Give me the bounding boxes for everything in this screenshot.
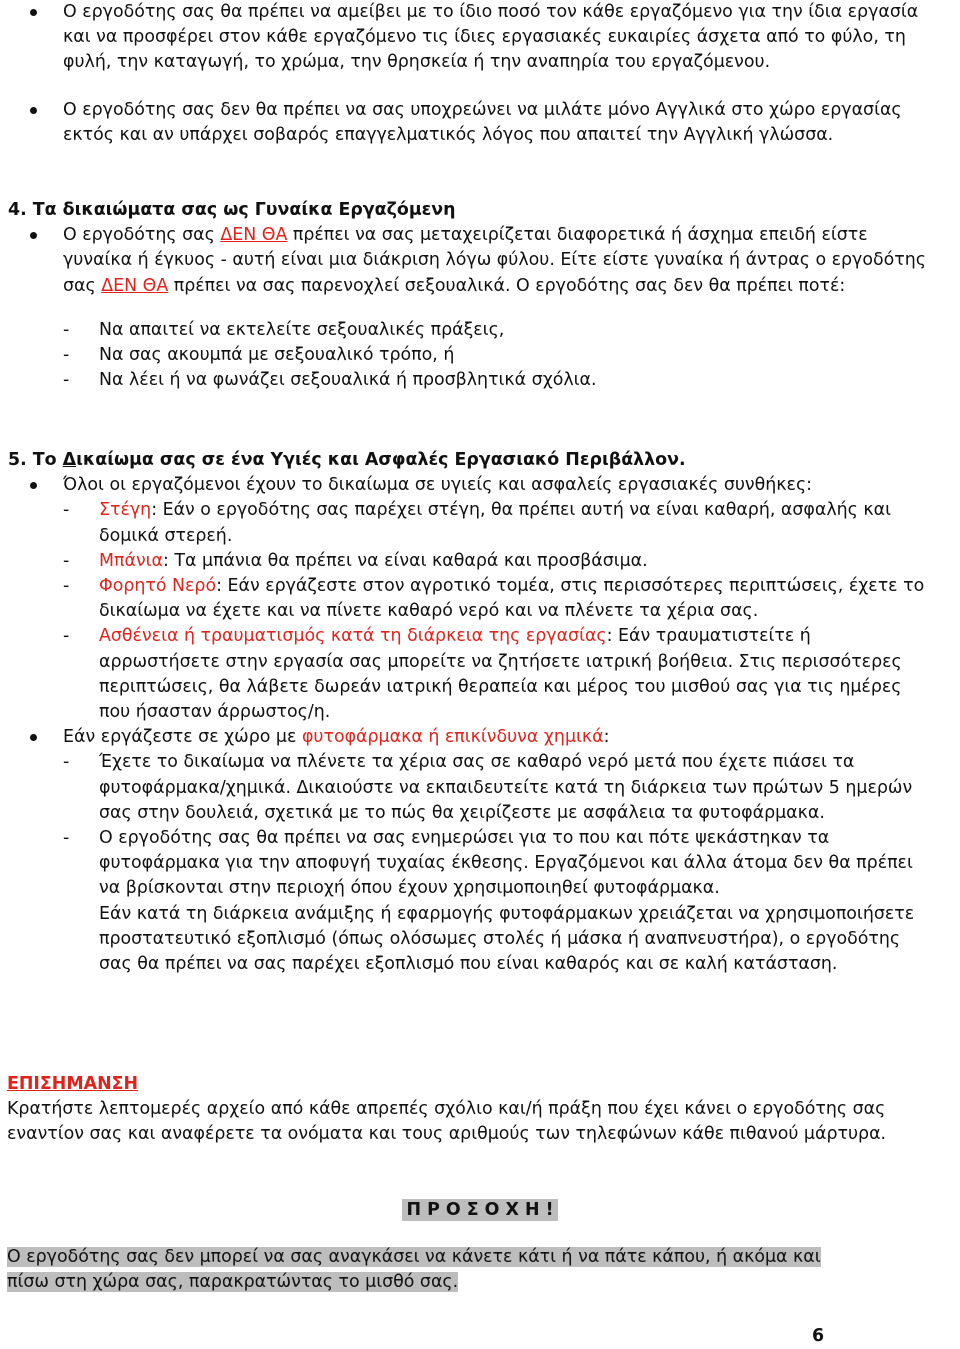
dash-list [0,318,960,394]
heading-text: ικαίωμα σας σε ένα Υγιές και Ασφαλές Εργασιακό Περιβάλλον. [76,450,686,470]
emphasis-text: ΔΕΝ ΘΑ [220,225,288,246]
dash-item [0,750,960,826]
list-item [0,473,960,498]
note-block [0,1072,960,1148]
bullet-icon [30,9,37,16]
warning-block [0,1198,960,1296]
bullet-icon [30,482,37,489]
bullet-icon [30,107,37,114]
item-term: Φορητό Νερό [99,576,217,597]
dash-marker: - [63,576,70,597]
note-title: ΕΠΙΣΗΜΑΝΣΗ [7,1074,139,1094]
item-term: Ασθένεια ή τραυματισμός κατά τη διάρκεια της εργασίας [99,626,607,647]
bullet-text: Όλοι οι εργαζόμενοι έχουν το δικαίωμα σε υγιείς και ασφαλείς εργασιακές συνθήκες: [63,475,813,496]
dash-text: Να λέει ή να φωνάζει σεξουαλικά ή προσβλητικά σχόλια. [99,370,597,391]
section-5 [0,448,960,977]
item-term: Μπάνια [99,550,164,571]
text-run: : [603,727,610,748]
page-number: 6 [812,1326,825,1346]
item-text: : Εάν ο εργοδότης σας παρέχει στέγη, θα πρέπει αυτή να είναι καθαρή, ασφαλής και δομικά στερεή. [99,500,891,546]
dash-marker: - [63,319,70,340]
dash-text: Έχετε το δικαίωμα να πλένετε τα χέρια σας σε καθαρό νερό μετά που έχετε πιάσει τα φυτοφάρμακα/χημικά. Δικαιούστε να εκπαιδευτείτε κατά τη διάρκεια των πρώτων 5 ημερών σας στην δουλειά, σχετικά με το πώς θα χειρίζεστε με ασφάλεια τα φυτοφάρμακα. [99,752,913,823]
dash-item [0,498,960,548]
dash-marker: - [63,345,70,366]
dash-marker: - [63,550,70,571]
emphasis-text: ΔΕΝ ΘΑ [101,275,169,296]
section-4 [0,198,960,393]
dash-list [0,750,960,977]
dash-marker: - [63,828,70,849]
bullet-icon [30,734,37,741]
warning-title-wrap [0,1198,960,1223]
continuation-text: Εάν κατά τη διάρκεια ανάμιξης ή εφαρμογής φυτοφάρμακων χρειάζεται να χρησιμοποιήσετε προστατευτικό εξοπλισμό (όπως ολόσωμες στολές ή μάσκα ή αναπνευστήρα), ο εργοδότης σας θα πρέπει να σας παρέχει εξοπλισμό που είναι καθαρός και σε καλή κατάσταση. [99,903,915,975]
warning-line: πίσω στη χώρα σας, παρακρατώντας το μισθό σας. [7,1272,459,1293]
list-item [0,98,960,148]
bullet-icon [30,232,37,239]
item-text: : Εάν εργάζεστε στον αγροτικό τομέα, στις περισσότερες περιπτώσεις, έχετε το δικαίωμα να έχετε και να πίνετε καθαρό νερό και να πλένετε τα χέρια σας. [99,576,925,622]
text-run: πρέπει να σας παρενοχλεί σεξουαλικά. Ο εργοδότης σας δεν θα πρέπει ποτέ: [168,275,846,296]
text-run: Ο εργοδότης σας [63,225,221,246]
dash-text: Ο εργοδότης σας θα πρέπει να σας ενημερώσει για το που και πότε ψεκάστηκαν τα φυτοφάρμακα για την αποφυγή τυχαίας έκθεσης. Εργαζόμενοι και άλλα άτομα δεν θα πρέπει να βρίσκονται στην περιοχή όπου έχουν χρησιμοποιηθεί φυτοφάρμακα. [99,828,913,899]
dash-item [0,624,960,725]
bullet-text: Ο εργοδότης σας θα πρέπει να αμείβει με το ίδιο ποσό τον κάθε εργαζόμενο για την ίδια εργασία και να προσφέρει στον κάθε εργαζόμενο τις ίδιες εργασιακές ευκαιρίες άσχετα από το φύλο, τη φυλή, την καταγωγή, το χρώμα, την θρησκεία ή την αναπηρία του εργαζόμενου. [63,2,919,73]
dash-item [0,574,960,624]
dash-list [0,498,960,725]
dash-item [0,549,960,574]
rights-list [0,0,960,148]
warning-title: Π Ρ Ο Σ Ο Χ Η ! [402,1199,557,1221]
dash-text: Να σας ακουμπά με σεξουαλικό τρόπο, ή [99,345,455,366]
bullet-text [63,223,934,299]
item-text: : Εάν τραυματιστείτε ή αρρωστήσετε στην εργασία σας μπορείτε να ζητήσετε ιατρική βοήθεια. Στις περισσότερες περιπτώσεις, θα λάβετε δωρεάν ιατρική θεραπεία και μέρος του μισθού σας για τις ημέρες που ήσασταν άρρωστος/η. [99,626,902,723]
text-run: πρέπει να σας μεταχειρίζεται διαφορετικά ή άσχημα επειδή είστε γυναίκα ή έγκυος - αυτή είναι μια διάκριση λόγω φύλου. Είτε είστε γυναίκα ή άντρας ο εργοδότης σας [63,225,926,296]
dash-item [0,368,960,393]
dash-item [0,826,960,902]
dash-item [0,318,960,343]
warning-line: Ο εργοδότης σας δεν μπορεί να σας αναγκάσει να κάνετε κάτι ή να πάτε κάπου, ή ακόμα και [7,1247,821,1268]
dash-text: Να απαιτεί να εκτελείτε σεξουαλικές πράξεις, [99,319,505,340]
dash-item [0,343,960,368]
text-run: Εάν εργάζεστε σε χώρο με [63,727,302,748]
emphasis-text: φυτοφάρμακα ή επικίνδυνα χημικά [301,727,604,748]
heading-text: Δ [62,450,77,470]
item-term: Στέγη [99,500,152,521]
list-item [0,0,960,76]
dash-marker: - [63,500,70,521]
note-text: Κρατήστε λεπτομερές αρχείο από κάθε απρεπές σχόλιο και/ή πράξη που έχει κάνει ο εργοδότης σας εναντίον σας και αναφέρετε τα ονόματα και τους αριθμούς των τηλεφώνων κάθε πιθανού μάρτυρα. [7,1099,887,1145]
dash-marker: - [63,752,70,773]
section-heading [0,448,960,473]
bullet-text: Ο εργοδότης σας δεν θα πρέπει να σας υποχρεώνει να μιλάτε μόνο Αγγλικά στο χώρο εργασίας εκτός και αν υπάρχει σοβαρός επαγγελματικός λόγος που απαιτεί την Αγγλική γλώσσα. [63,99,902,145]
item-text: : Τα μπάνια θα πρέπει να είναι καθαρά και προσβάσιμα. [163,550,648,571]
heading-text: 5. Το [8,450,63,470]
list-item [0,223,960,299]
warning-text [0,1245,960,1295]
dash-marker: - [63,370,70,391]
section-heading: 4. Τα δικαιώματα σας ως Γυναίκα Εργαζόμενη [8,200,456,220]
dash-marker: - [63,626,70,647]
bullet-text [63,725,934,750]
list-item [0,725,960,750]
